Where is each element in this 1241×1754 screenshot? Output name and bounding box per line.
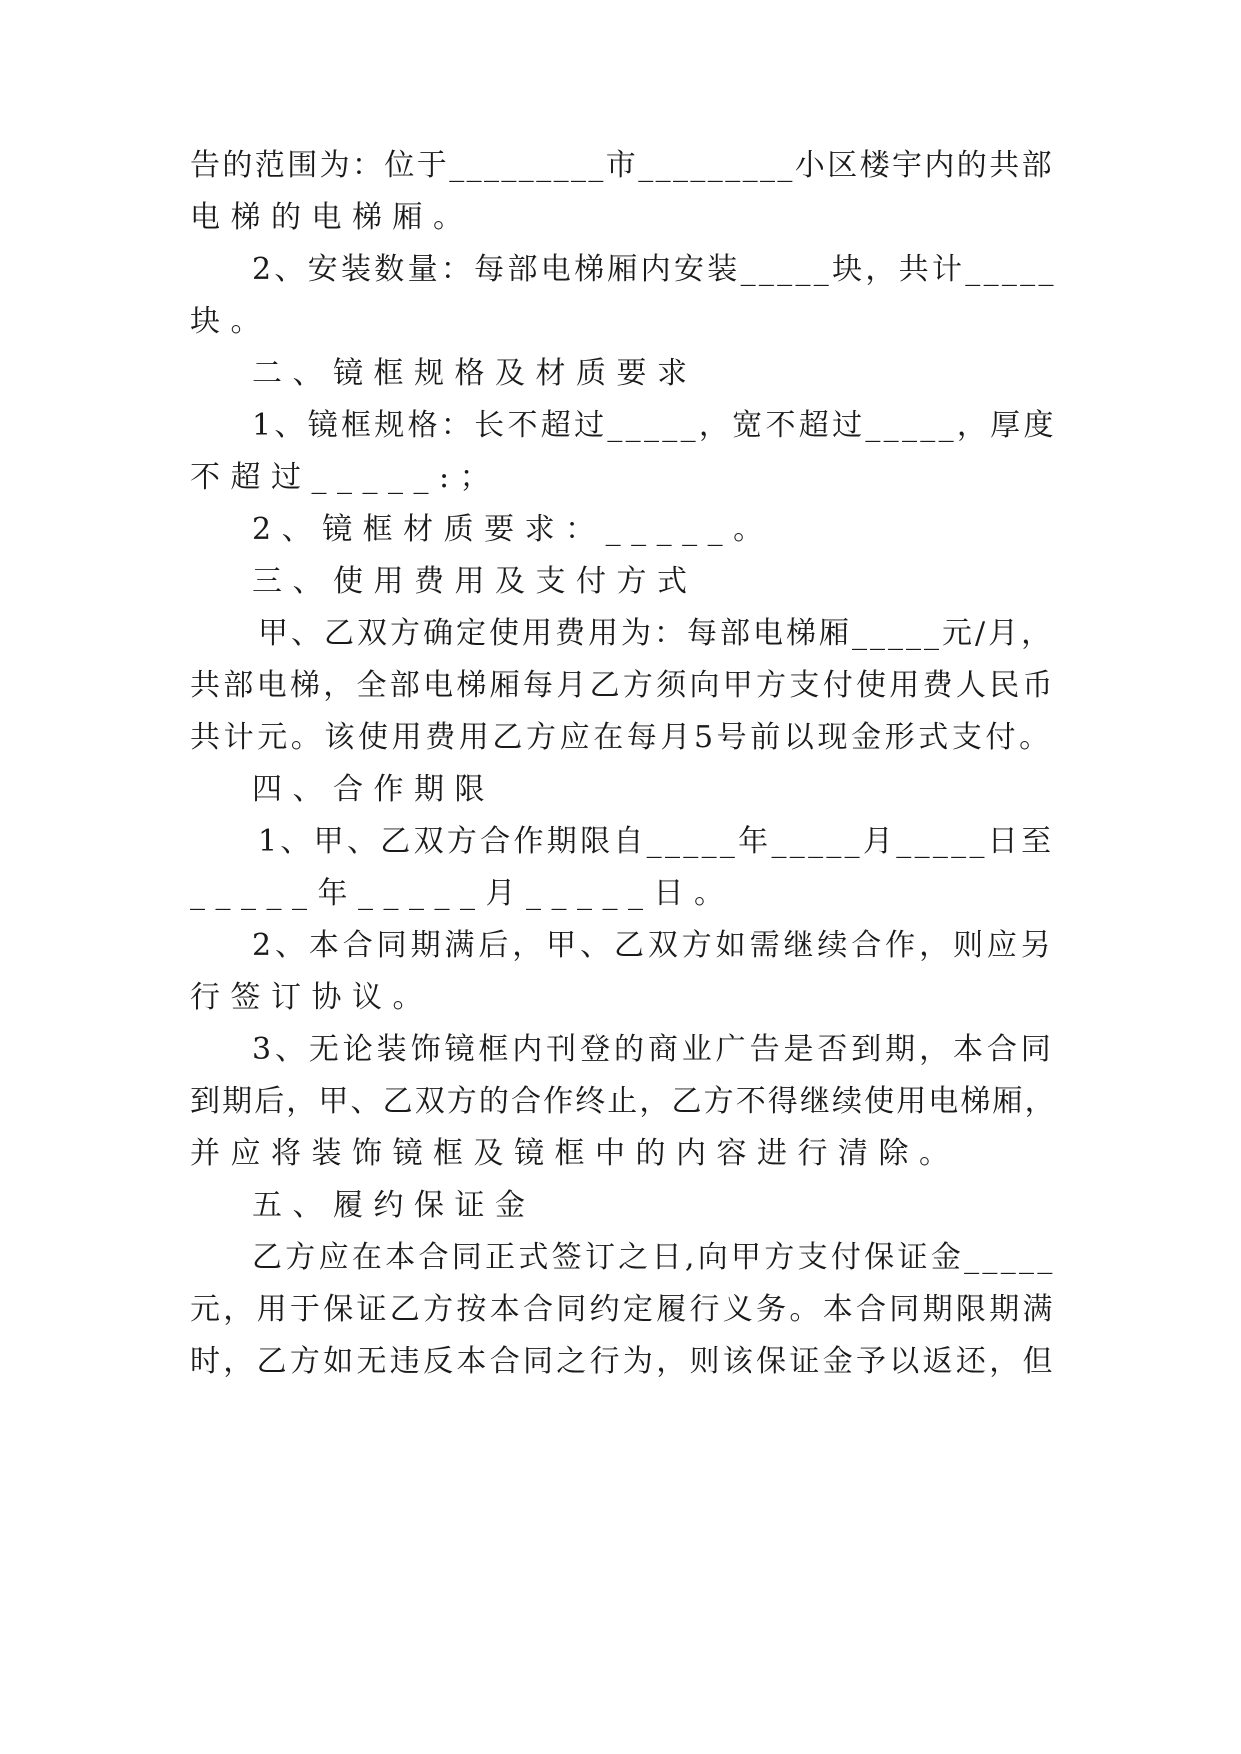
section-heading: 二、镜框规格及材质要求 bbox=[252, 356, 698, 391]
text-line: 到期后，甲、乙双方的合作终止，乙方不得继续使用电梯厢， bbox=[190, 1084, 1057, 1119]
text-line: 2、安装数量：每部电梯厢内安装_____块，共计_____ bbox=[252, 252, 1057, 287]
text-line: 电梯的电梯厢。 bbox=[190, 200, 474, 235]
section-heading: 四、合作期限 bbox=[252, 772, 495, 807]
text-line: 时，乙方如无违反本合同之行为，则该保证金予以返还，但 bbox=[190, 1344, 1056, 1379]
text-line: 告的范围为：位于_________市_________小区楼宇内的共部 bbox=[190, 148, 1054, 183]
text-line: 共计元。该使用费用乙方应在每月5号前以现金形式支付。 bbox=[190, 720, 1053, 755]
text-line: 元，用于保证乙方按本合同约定履行义务。本合同期限期满 bbox=[190, 1292, 1056, 1327]
text-line: 1、镜框规格：长不超过_____，宽不超过_____，厚度 bbox=[252, 408, 1057, 443]
text-line: 共部电梯，全部电梯厢每月乙方须向甲方支付使用费人民币 bbox=[190, 668, 1056, 703]
text-line: 1、甲、乙双方合作期限自_____年_____月_____日至 bbox=[258, 824, 1055, 859]
text-line: 并应将装饰镜框及镜框中的内容进行清除。 bbox=[190, 1136, 960, 1171]
text-line: 行签订协议。 bbox=[190, 980, 433, 1015]
text-line: 2、本合同期满后，甲、乙双方如需继续合作，则应另 bbox=[252, 928, 1055, 963]
text-line: _____年_____月_____日。 bbox=[190, 876, 735, 911]
text-line: 2、镜框材质要求：_____。 bbox=[252, 512, 774, 547]
text-line: 3、无论装饰镜框内刊登的商业广告是否到期，本合同 bbox=[252, 1032, 1055, 1067]
text-line: 不超过_____:； bbox=[190, 460, 501, 495]
section-heading: 三、使用费用及支付方式 bbox=[252, 564, 698, 599]
text-line: 块。 bbox=[190, 304, 271, 339]
section-heading: 五、履约保证金 bbox=[252, 1188, 536, 1223]
text-line: 甲、乙双方确定使用费用为：每部电梯厢_____元/月， bbox=[258, 616, 1055, 651]
text-line: 乙方应在本合同正式签订之日,向甲方支付保证金_____ bbox=[252, 1240, 1056, 1275]
